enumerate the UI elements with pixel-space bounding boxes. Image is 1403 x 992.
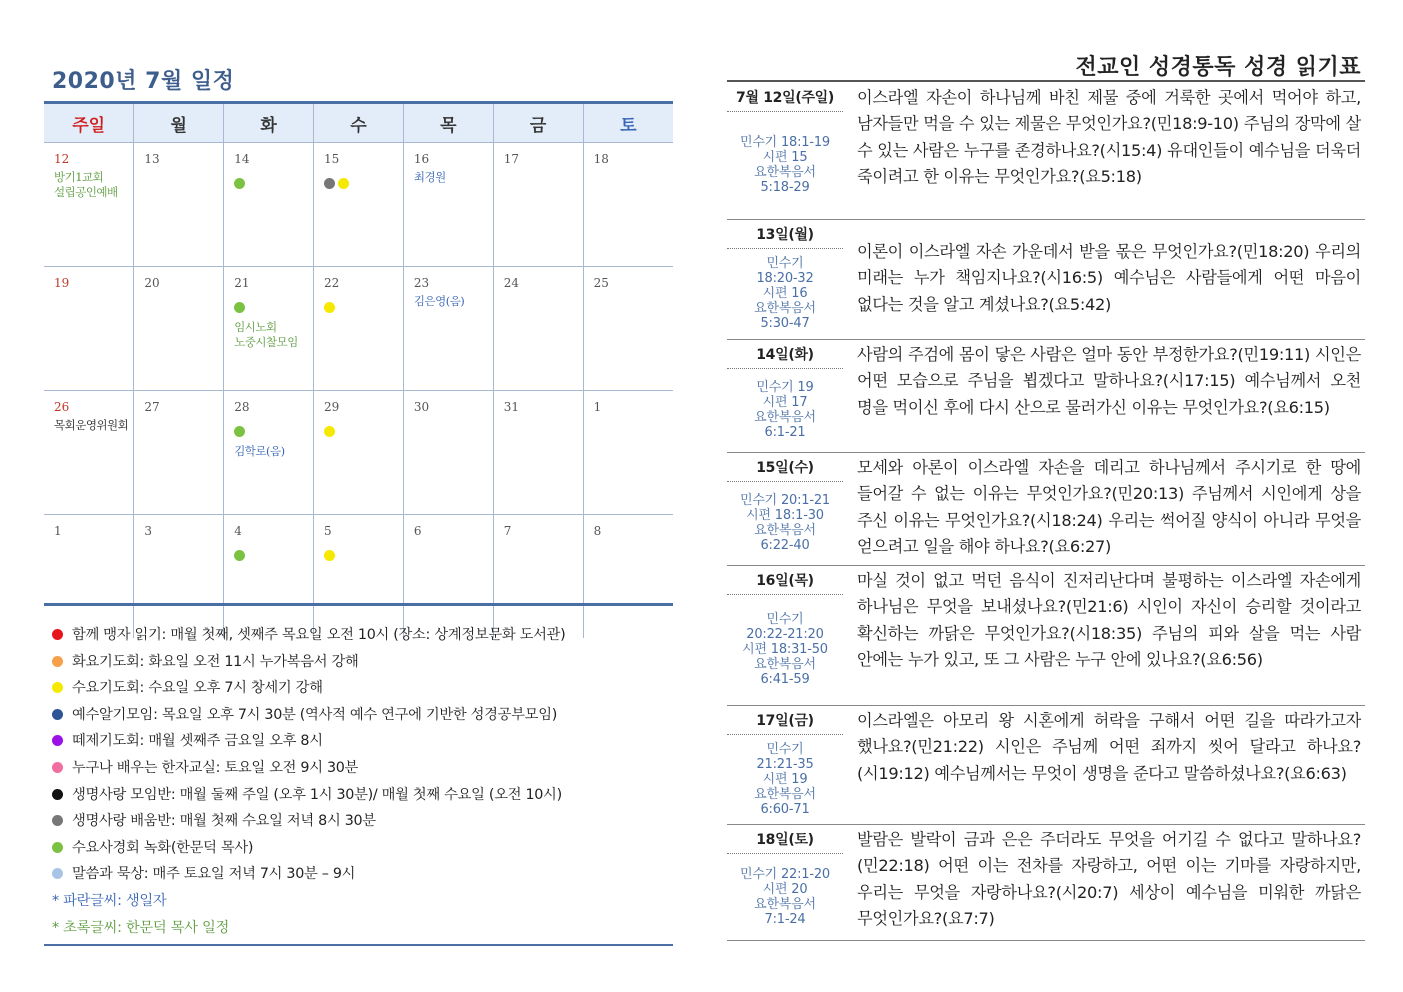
- reading-reference: 6:60-71: [760, 801, 810, 817]
- legend-text: 예수알기모임: 목요일 오후 7시 30분 (역사적 예수 연구에 기반한 성경공부모임): [72, 706, 557, 723]
- reading-entry-divider: [727, 940, 1365, 941]
- calendar-day-cell: [583, 267, 673, 391]
- day-note: 방기1교회: [54, 170, 104, 184]
- reading-day-divider: [727, 594, 843, 595]
- reading-reference: 요한복음서: [754, 165, 816, 180]
- day-number: 22: [324, 276, 340, 290]
- calendar-day-cell: [44, 515, 134, 639]
- calendar-day-cell: [134, 515, 224, 639]
- legend-item: [52, 622, 672, 649]
- day-note: 최경원: [413, 170, 446, 184]
- yellow-dot-icon: [52, 682, 63, 693]
- day-number: 24: [503, 276, 519, 290]
- legend-note: * 초록글씨: 한문덕 목사 일정: [52, 919, 229, 936]
- event-dots: [324, 178, 403, 190]
- day-number: 31: [503, 400, 519, 414]
- day-number: 7: [503, 524, 512, 538]
- reading-question: 발람은 발락이 금과 은은 주더라도 무엇을 어기길 수 없다고 말하나요?(민22:18) 어떤 이는 전차를 자랑하고, 어떤 이는 기마를 자랑하지만, 우리는 무엇을 자랑하나요?(시20:7) 세상이 예수님을 미워한 까닭은 무엇인가요?(요7:7): [857, 830, 1361, 928]
- legend-text: 말씀과 묵상: 매주 토요일 저녁 7시 30분 – 9시: [72, 866, 356, 883]
- calendar-day-cell: [224, 391, 314, 515]
- reading-reference: 민수기 22:1-20: [739, 866, 831, 882]
- reading-reference: 민수기 20:1-21: [739, 493, 831, 508]
- reading-reference: 요한복음서: [754, 657, 816, 672]
- gray-dot-icon: [324, 178, 335, 189]
- calendar-day-cell: [403, 391, 493, 515]
- weekday-sat: 토: [583, 104, 673, 143]
- weekday-fri: 금: [493, 104, 583, 143]
- reading-reference: 민수기 18:1-19: [739, 135, 831, 150]
- event-dots: [234, 426, 313, 438]
- reading-reference: 6:22-40: [760, 538, 810, 553]
- reading-question: 마실 것이 없고 먹던 음식이 진저리난다며 불평하는 이스라엘 자손에게 하나님은 무엇을 보내셨나요?(민21:6) 시인이 자신이 승리할 것이라고 확신하는 까닭은 무엇인가요?(시18:35) 주님의 피와 살을 먹는 사람 안에는 누가 있고, 또 그 사람은 누구 안에 있나요?(요6:56): [857, 571, 1361, 669]
- schedule-legend: [52, 622, 672, 941]
- reading-reference: 요한복음서: [754, 523, 816, 538]
- reading-references: [727, 380, 843, 440]
- day-number: 18: [593, 152, 609, 166]
- calendar-day-cell: [493, 391, 583, 515]
- day-number: 13: [144, 152, 160, 166]
- legend-item: [52, 782, 672, 809]
- legend-text: 수요사경회 녹화(한문덕 목사): [72, 839, 254, 856]
- day-number: 4: [234, 524, 242, 538]
- event-dots: [234, 550, 313, 562]
- legend-note: * 파란글씨: 생일자: [52, 892, 167, 909]
- day-number: 19: [54, 276, 70, 290]
- reading-reference: 민수기 19: [756, 380, 814, 395]
- reading-reference: 5:18-29: [760, 180, 810, 195]
- reading-references: [727, 135, 843, 195]
- day-number: 29: [324, 400, 340, 414]
- reading-reference: 요한복음서: [754, 786, 816, 802]
- reading-entry: [727, 452, 1365, 565]
- yellow-dot-icon: [324, 426, 335, 437]
- day-note: 김은영(음): [413, 294, 465, 308]
- reading-reference: 민수기: [766, 256, 804, 271]
- legend-item: [52, 808, 672, 835]
- calendar-day-cell: [224, 515, 314, 639]
- calendar-day-cell: [583, 515, 673, 639]
- day-number: 25: [593, 276, 609, 290]
- reading-reference: 시편 18:31-50: [742, 642, 828, 657]
- reading-reference: 시편 20: [762, 881, 808, 897]
- weekday-wed: 수: [314, 104, 404, 143]
- calendar-day-cell: [314, 143, 404, 267]
- reading-entry: [727, 82, 1365, 219]
- event-dots: [234, 178, 313, 190]
- calendar-day-cell: [224, 143, 314, 267]
- calendar-week-row: [44, 515, 673, 639]
- day-number: 17: [503, 152, 519, 166]
- reading-reference: 18:20-32: [756, 271, 814, 286]
- day-number: 15: [324, 152, 340, 166]
- reading-entry: [727, 339, 1365, 452]
- reading-entry: [727, 705, 1365, 824]
- day-number: 1: [54, 524, 62, 538]
- weekday-sun: 주일: [44, 104, 134, 143]
- calendar-title: 2020년 7월 일정: [52, 69, 235, 94]
- reading-question: 이스라엘 자손이 하나님께 바친 제물 중에 거룩한 곳에서 먹어야 하고, 남자들만 먹을 수 있는 제물은 무엇인가요?(민18:9-10) 주님의 장막에 살 수 있는 사람은 누구를 존경하나요?(시15:4) 유대인들이 예수님을 더욱더 죽이려고 한 이유는 무엇인가요?(요5:18): [857, 88, 1361, 186]
- legend-text: 생명사랑 모임반: 매월 둘째 주일 (오후 1시 30분)/ 매월 첫째 수요일 (오전 10시): [72, 786, 562, 803]
- reading-day: 17일(금): [756, 713, 814, 729]
- reading-references: [727, 493, 843, 553]
- calendar-day-cell: [583, 143, 673, 267]
- legend-item: [52, 675, 672, 702]
- reading-reference: 6:1-21: [764, 425, 806, 440]
- reading-reference: 민수기: [766, 741, 804, 757]
- legend-item: [52, 728, 672, 755]
- orange-dot-icon: [52, 656, 63, 667]
- reading-reference: 요한복음서: [754, 301, 816, 316]
- reading-entry: [727, 824, 1365, 940]
- green-dot-icon: [234, 550, 245, 561]
- event-dots: [234, 302, 313, 314]
- day-number: 26: [54, 400, 70, 414]
- reading-day-divider: [727, 248, 843, 249]
- legend-item: [52, 702, 672, 729]
- reading-day-divider: [727, 368, 843, 369]
- calendar-day-cell: [314, 267, 404, 391]
- day-number: 12: [54, 152, 70, 166]
- day-note: 김학로(음): [234, 444, 285, 458]
- calendar-day-cell: [134, 391, 224, 515]
- reading-reference: 21:21-35: [756, 756, 814, 772]
- calendar-week-row: [44, 391, 673, 515]
- gray-dot-icon: [52, 815, 63, 826]
- yellow-dot-icon: [338, 178, 349, 189]
- day-note: 목회운영위원회: [54, 418, 129, 432]
- weekday-mon: 월: [134, 104, 224, 143]
- legend-text: 누구나 배우는 한자교실: 토요일 오전 9시 30분: [72, 759, 359, 776]
- legend-item: [52, 755, 672, 782]
- navy-dot-icon: [52, 709, 63, 720]
- reading-plan-title: 전교인 성경통독 성경 읽기표: [1075, 55, 1361, 80]
- day-number: 6: [413, 524, 422, 538]
- day-number: 27: [144, 400, 160, 414]
- reading-day: 15일(수): [756, 460, 814, 476]
- yellow-dot-icon: [324, 302, 335, 313]
- green-dot-icon: [234, 178, 245, 189]
- calendar-day-cell: [493, 143, 583, 267]
- green-dot-icon: [52, 842, 63, 853]
- calendar-day-cell: [403, 515, 493, 639]
- legend-item: [52, 649, 672, 676]
- reading-reference: 시편 15: [762, 150, 808, 165]
- reading-reference: 요한복음서: [754, 896, 816, 912]
- calendar-grid: [44, 101, 673, 638]
- legend-text: 떼제기도회: 매월 셋째주 금요일 오후 8시: [72, 733, 323, 750]
- legend-text: 생명사랑 배움반: 매월 첫째 수요일 저녁 8시 30분: [72, 813, 376, 830]
- legend-text: 화요기도회: 화요일 오전 11시 누가복음서 강해: [72, 653, 359, 670]
- calendar-day-cell: [134, 267, 224, 391]
- legend-item: [52, 835, 672, 862]
- reading-reference: 5:30-47: [760, 316, 810, 331]
- reading-day: 14일(화): [756, 347, 814, 363]
- event-dots: [324, 302, 403, 314]
- calendar-day-cell: [583, 391, 673, 515]
- lightblue-dot-icon: [52, 868, 63, 879]
- calendar-table: [44, 104, 673, 638]
- calendar-day-cell: [44, 391, 134, 515]
- event-dots: [324, 550, 403, 562]
- calendar-day-cell: [224, 267, 314, 391]
- reading-question: 모세와 아론이 이스라엘 자손을 데리고 하나님께서 주시기로 한 땅에 들어갈 수 없는 이유는 무엇인가요?(민20:13) 주님께서 시인에게 상을 주신 이유는 무엇인가요?(시18:24) 우리는 썩어질 양식이 아니라 무엇을 얻으려고 일을 해야 하나요?(요6:27): [857, 458, 1361, 556]
- reading-day: 18일(토): [756, 832, 814, 848]
- reading-reference: 요한복음서: [754, 410, 816, 425]
- day-number: 8: [593, 524, 602, 538]
- calendar-day-cell: [493, 267, 583, 391]
- reading-reference: 시편 19: [762, 771, 808, 787]
- reading-reference: 시편 16: [762, 286, 808, 301]
- day-number: 30: [413, 400, 430, 414]
- calendar-day-cell: [44, 143, 134, 267]
- purple-dot-icon: [52, 735, 63, 746]
- day-number: 5: [324, 524, 332, 538]
- legend-text: 수요기도회: 수요일 오후 7시 창세기 강해: [72, 680, 323, 697]
- day-number: 20: [144, 276, 160, 290]
- reading-reference: 7:1-24: [764, 911, 806, 927]
- day-number: 1: [593, 400, 602, 414]
- calendar-day-cell: [403, 267, 493, 391]
- calendar-week-row: [44, 143, 673, 267]
- reading-question: 사람의 주검에 몸이 닿은 사람은 얼마 동안 부정한가요?(민19:11) 시인은 어떤 모습으로 주님을 뵙겠다고 말하나요?(시17:15) 예수님께서 오천 명을 먹이신 후에 다시 산으로 물러가신 이유는 무엇인가요?(요6:15): [857, 345, 1361, 417]
- day-note: 임시노회: [234, 320, 277, 334]
- weekday-thu: 목: [403, 104, 493, 143]
- reading-day-divider: [727, 111, 843, 112]
- green-dot-icon: [234, 302, 245, 313]
- reading-day-divider: [727, 481, 843, 482]
- reading-day-divider: [727, 734, 843, 735]
- calendar-day-cell: [403, 143, 493, 267]
- legend-text: 함께 맹자 읽기: 매월 첫째, 셋째주 목요일 오전 10시 (장소: 상계정보문화 도서관): [72, 627, 566, 643]
- calendar-day-cell: [44, 267, 134, 391]
- reading-day: 7월 12일(주일): [736, 90, 834, 106]
- calendar-day-cell: [314, 515, 404, 639]
- reading-day-divider: [727, 853, 843, 854]
- reading-reference: 시편 17: [762, 395, 808, 410]
- calendar-bottom-rule: [44, 603, 673, 606]
- reading-question: 이론이 이스라엘 자손 가운데서 받을 몫은 무엇인가요?(민18:20) 우리의 미래는 누가 책임지나요?(시16:5) 예수님은 사람들에게 어떤 마음이 없다는 것을 알고 계셨나요?(요5:42): [857, 242, 1361, 314]
- weekday-header-row: [44, 104, 673, 143]
- weekday-tue: 화: [224, 104, 314, 143]
- reading-question: 이스라엘은 아모리 왕 시혼에게 허락을 구해서 어떤 길을 따라가고자 했나요?(민21:22) 시인은 주님께 어떤 죄까지 씻어 달라고 하나요?(시19:12) 예수님께서는 무엇이 생명을 준다고 말씀하셨나요?(요6:63): [857, 711, 1361, 783]
- reading-reference: 민수기: [766, 612, 804, 627]
- calendar-week-row: [44, 267, 673, 391]
- calendar-day-cell: [314, 391, 404, 515]
- legend-item: [52, 861, 672, 888]
- calendar-day-cell: [493, 515, 583, 639]
- pink-dot-icon: [52, 762, 63, 773]
- reading-reference: 시편 18:1-30: [746, 508, 824, 523]
- event-dots: [324, 426, 403, 438]
- day-number: 16: [413, 152, 430, 166]
- green-dot-icon: [234, 426, 245, 437]
- calendar-day-cell: [134, 143, 224, 267]
- black-dot-icon: [52, 789, 63, 800]
- reading-reference: 6:41-59: [760, 672, 810, 687]
- yellow-dot-icon: [324, 550, 335, 561]
- reading-reference: 20:22-21:20: [746, 627, 824, 642]
- reading-day: 13일(월): [756, 227, 814, 243]
- reading-references: [727, 256, 843, 331]
- day-number: 28: [234, 400, 250, 414]
- reading-references: [727, 742, 843, 817]
- day-note: 설립공인예배: [54, 185, 118, 199]
- reading-entry: [727, 219, 1365, 339]
- reading-references: [727, 867, 843, 927]
- calendar-body: [44, 143, 673, 639]
- legend-bottom-rule: [44, 944, 673, 946]
- reading-references: [727, 612, 843, 687]
- day-number: 14: [234, 152, 250, 166]
- reading-day: 16일(목): [756, 573, 814, 589]
- day-number: 23: [413, 276, 430, 290]
- day-number: 21: [234, 276, 250, 290]
- red-dot-icon: [52, 629, 63, 640]
- day-number: 3: [144, 524, 152, 538]
- reading-entry: [727, 565, 1365, 705]
- day-note: 노중시찰모임: [234, 335, 298, 349]
